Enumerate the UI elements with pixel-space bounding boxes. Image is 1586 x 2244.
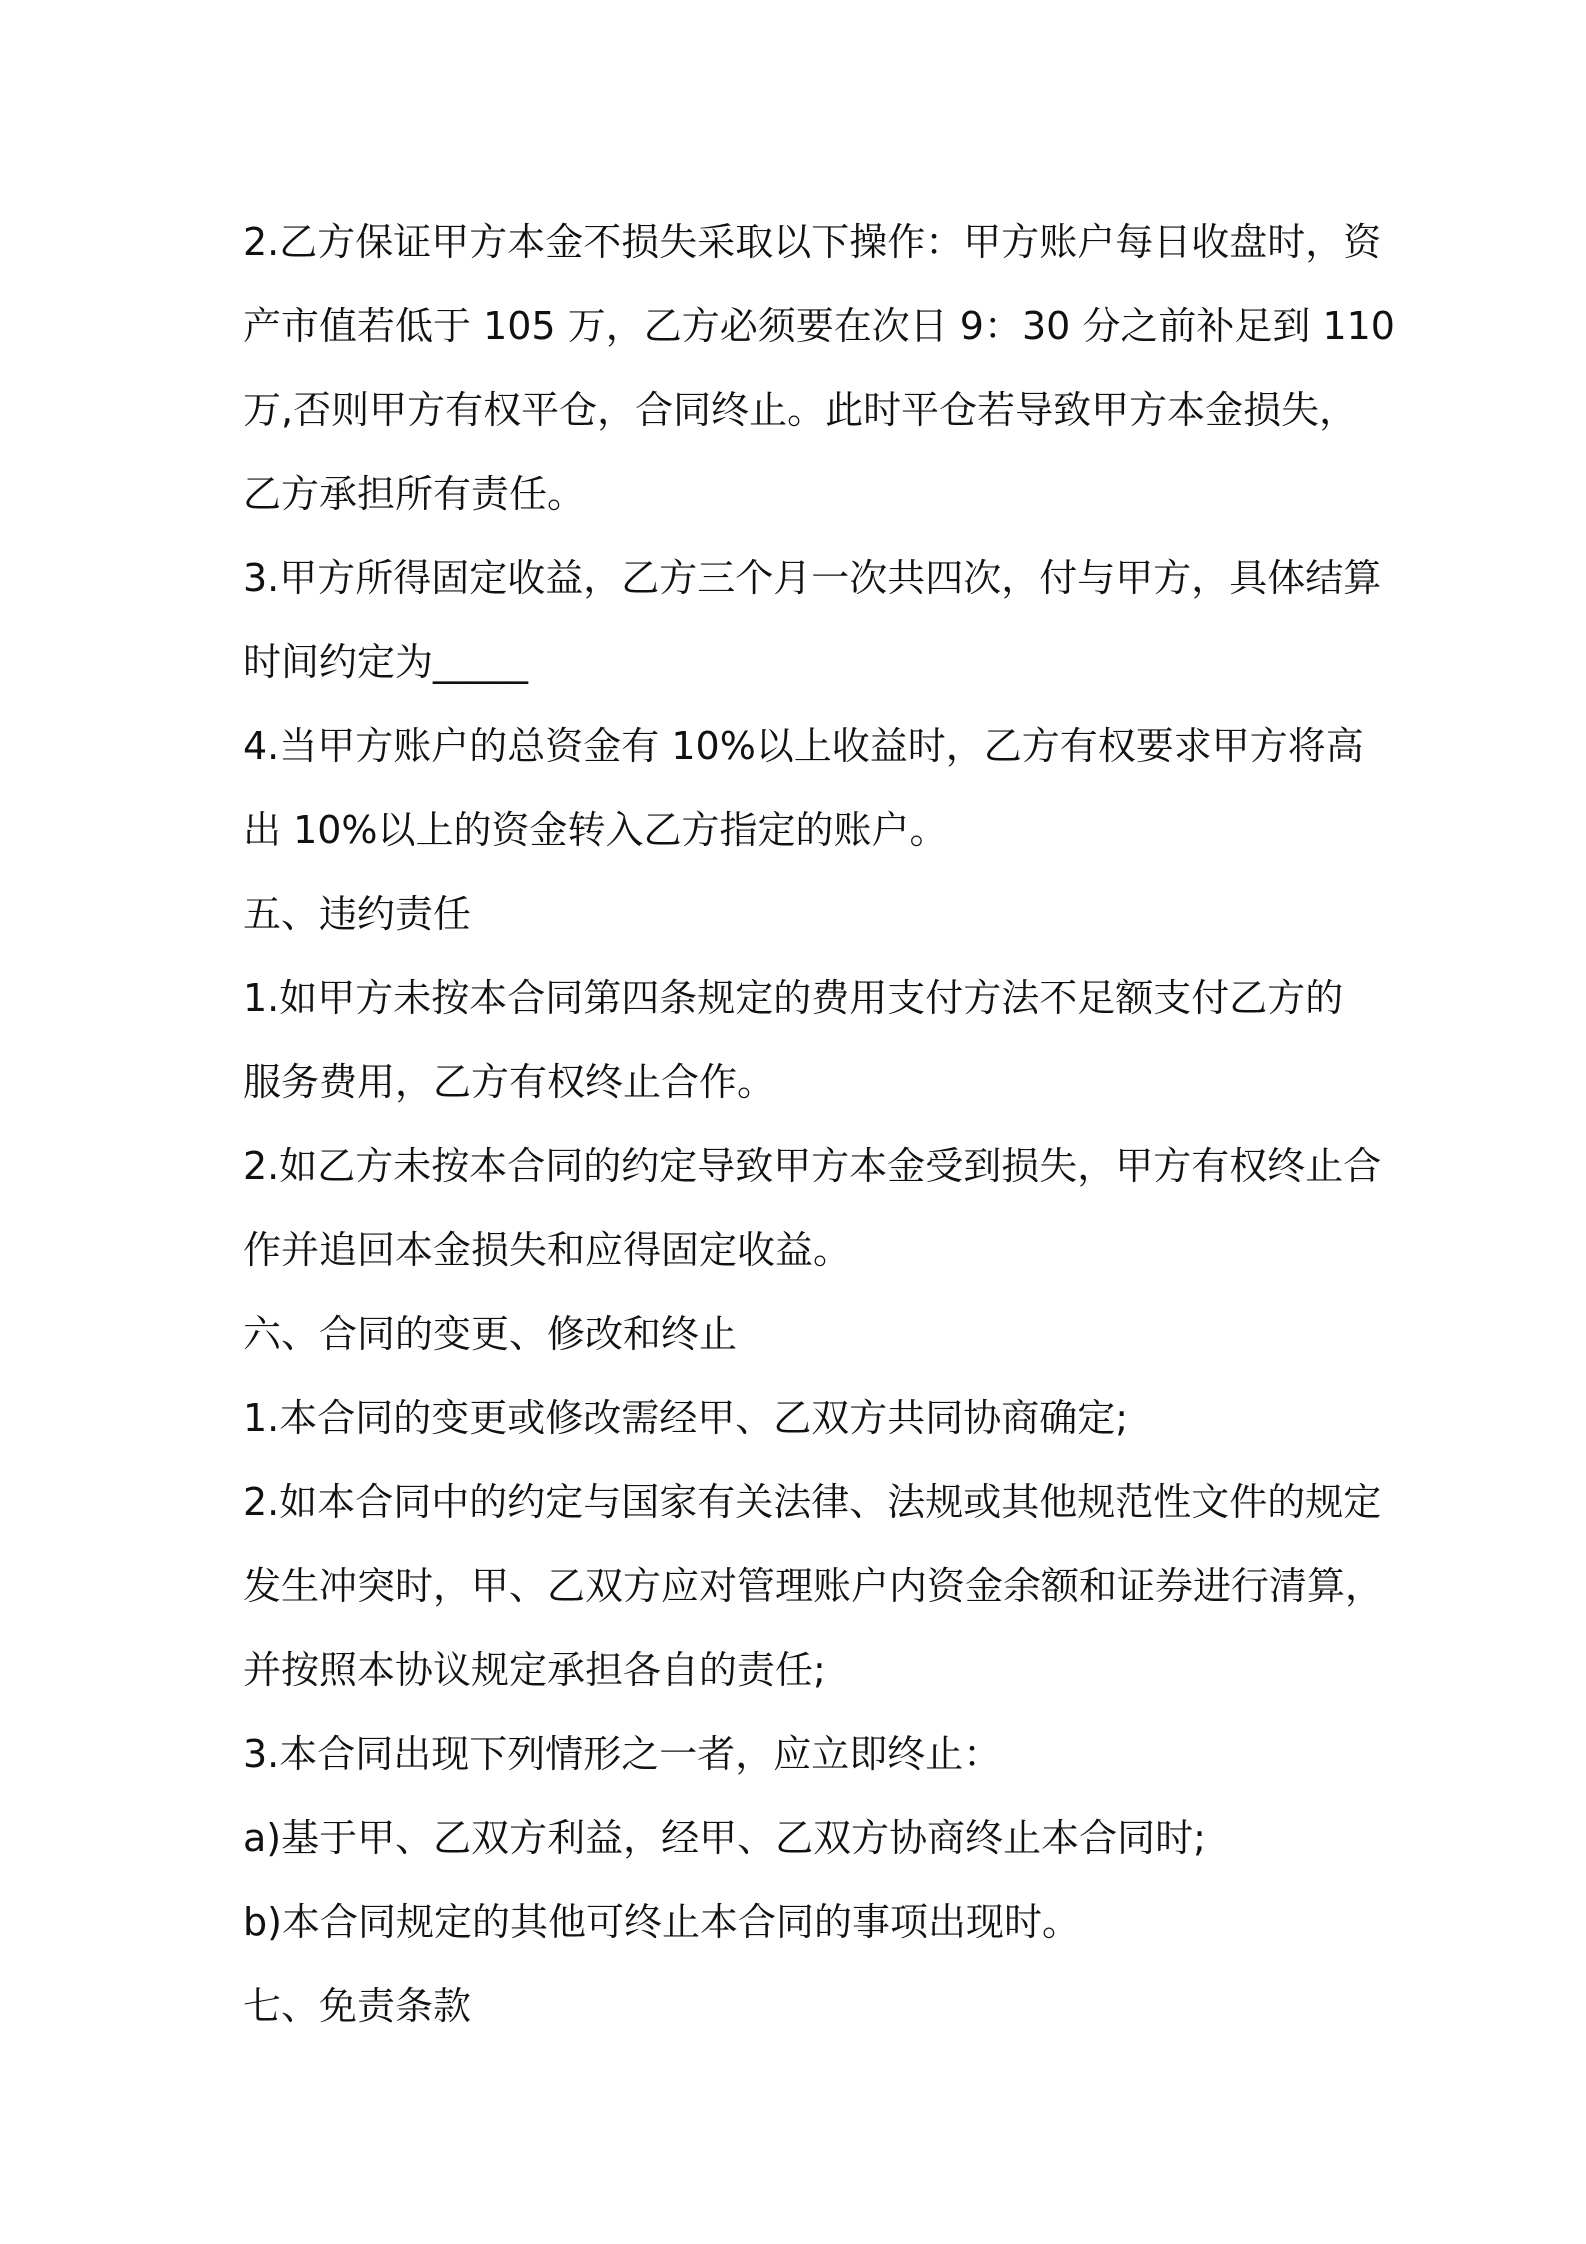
clause-4-3-line-2: 时间约定为_____: [243, 640, 529, 684]
clause-6-2-line-2: 发生冲突时，甲、乙双方应对管理账户内资金余额和证券进行清算，: [243, 1564, 1384, 1608]
clause-6-2-line-3: 并按照本协议规定承担各自的责任;: [243, 1648, 826, 1692]
clause-6-3: 3.本合同出现下列情形之一者，应立即终止：: [243, 1732, 1002, 1776]
clause-4-2-line-1: 2.乙方保证甲方本金不损失采取以下操作：甲方账户每日收盘时，资: [243, 220, 1382, 264]
clause-4-4-line-2: 出 10%以上的资金转入乙方指定的账户。: [243, 808, 948, 852]
clause-5-1-line-2: 服务费用，乙方有权终止合作。: [243, 1060, 776, 1104]
clause-5-2-line-1: 2.如乙方未按本合同的约定导致甲方本金受到损失，甲方有权终止合: [243, 1144, 1382, 1188]
clause-4-3-line-1: 3.甲方所得固定收益，乙方三个月一次共四次，付与甲方，具体结算: [243, 556, 1382, 600]
clause-6-3-a: a)基于甲、乙双方利益，经甲、乙双方协商终止本合同时;: [243, 1816, 1206, 1860]
clause-4-2-line-3: 万,否则甲方有权平仓，合同终止。此时平仓若导致甲方本金损失，: [243, 388, 1358, 432]
clause-5-1-line-1: 1.如甲方未按本合同第四条规定的费用支付方法不足额支付乙方的: [243, 976, 1344, 1020]
section-7-heading: 七、免责条款: [243, 1984, 472, 2028]
clause-4-2-line-2: 产市值若低于 105 万，乙方必须要在次日 9：30 分之前补足到 110: [243, 304, 1395, 348]
clause-4-2-line-4: 乙方承担所有责任。: [243, 472, 586, 516]
clause-6-2-line-1: 2.如本合同中的约定与国家有关法律、法规或其他规范性文件的规定: [243, 1480, 1382, 1524]
clause-6-1: 1.本合同的变更或修改需经甲、乙双方共同协商确定;: [243, 1396, 1129, 1440]
clause-5-2-line-2: 作并追回本金损失和应得固定收益。: [243, 1228, 852, 1272]
section-6-heading: 六、合同的变更、修改和终止: [243, 1312, 738, 1356]
section-5-heading: 五、违约责任: [243, 892, 472, 936]
document-body: [243, 200, 1395, 2048]
clause-4-4-line-1: 4.当甲方账户的总资金有 10%以上收益时，乙方有权要求甲方将高: [243, 724, 1364, 768]
clause-6-3-b: b)本合同规定的其他可终止本合同的事项出现时。: [243, 1900, 1080, 1944]
